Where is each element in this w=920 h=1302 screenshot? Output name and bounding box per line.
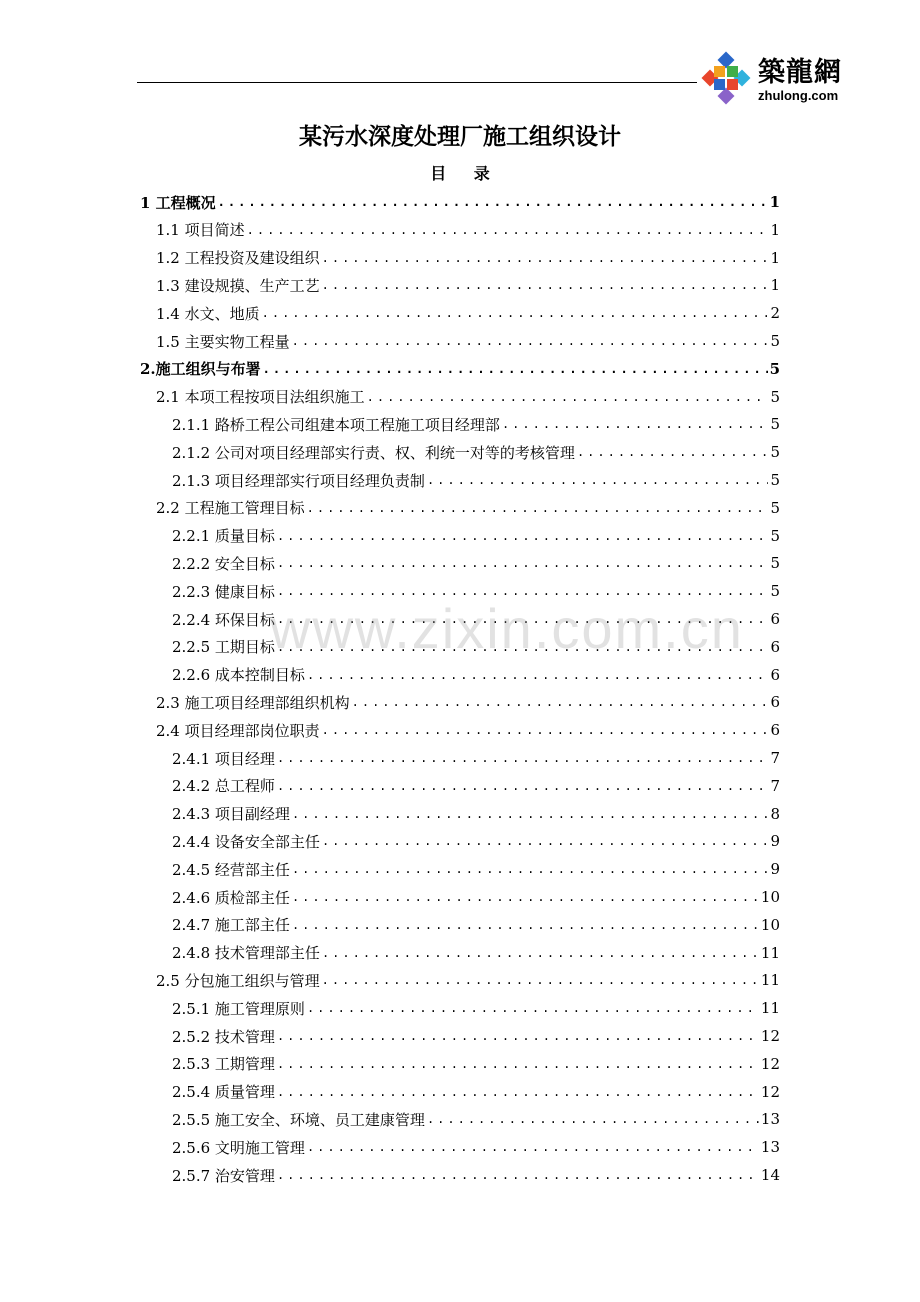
toc-dot-leader xyxy=(218,195,768,209)
toc-entry[interactable] xyxy=(172,1161,780,1189)
toc-entry-page: 7 xyxy=(770,749,780,767)
toc-entry-label: 2.5.2 技术管理 xyxy=(172,1027,275,1046)
toc-dot-leader xyxy=(367,390,769,404)
zhulong-logo xyxy=(698,44,858,110)
toc-entry[interactable] xyxy=(172,549,780,577)
toc-dot-leader xyxy=(277,779,769,793)
toc-entry[interactable] xyxy=(172,994,780,1022)
toc-entry-label: 2.1.1 路桥工程公司组建本项工程施工项目经理部 xyxy=(172,415,500,434)
toc-entry-page: 5 xyxy=(770,554,780,573)
toc-dot-leader xyxy=(292,807,769,821)
watermark: www.zixin.com.cn xyxy=(270,597,744,660)
toc-entry-page: 5 xyxy=(770,443,780,462)
toc-entry-page: 1 xyxy=(769,193,780,211)
toc-entry-page: 11 xyxy=(760,999,780,1018)
toc-entry-page: 11 xyxy=(760,943,780,962)
toc-entry-page: 5 xyxy=(770,582,780,601)
toc-dot-leader xyxy=(292,862,769,876)
toc-entry-label: 2.5.7 治安管理 xyxy=(172,1166,275,1185)
toc-entry-page: 12 xyxy=(760,1054,780,1073)
toc-entry-label: 2.2.4 环保目标 xyxy=(172,610,275,629)
toc-dot-leader xyxy=(427,1112,759,1126)
toc-entry-page: 5 xyxy=(770,387,780,406)
toc-entry-label: 1.3 建设规摸、生产工艺 xyxy=(156,276,320,295)
toc-entry-page: 10 xyxy=(760,888,780,906)
toc-entry-label: 2.5.6 文明施工管理 xyxy=(172,1138,305,1157)
toc-dot-leader xyxy=(277,751,769,765)
toc-entry[interactable] xyxy=(156,494,780,522)
toc-dot-leader xyxy=(277,1085,759,1099)
toc-dot-leader xyxy=(277,640,769,654)
toc-entry-label: 2.2.6 成本控制目标 xyxy=(172,666,305,685)
toc-entry-label: 2.4.6 质检部主任 xyxy=(172,888,290,907)
toc-entry[interactable] xyxy=(172,605,780,633)
toc-dot-leader xyxy=(277,529,769,543)
toc-dot-leader xyxy=(427,473,769,487)
toc-entry-page: 5 xyxy=(770,332,780,350)
toc-entry[interactable] xyxy=(172,883,780,911)
toc-entry[interactable] xyxy=(156,271,780,299)
toc-entry[interactable] xyxy=(172,800,780,828)
toc-entry-page: 5 xyxy=(769,359,780,378)
toc-entry[interactable] xyxy=(156,716,780,744)
toc-entry-page: 5 xyxy=(770,526,780,545)
toc-entry-page: 1 xyxy=(770,248,780,267)
toc-entry[interactable] xyxy=(172,1133,780,1161)
logo-domain: zhulong.com xyxy=(758,88,839,103)
toc-entry[interactable] xyxy=(140,188,780,216)
toc-dot-leader xyxy=(277,556,769,570)
toc-entry-label: 2.5.5 施工安全、环境、员工建康管理 xyxy=(172,1110,425,1129)
toc-entry[interactable] xyxy=(156,688,780,716)
toc-entry-page: 14 xyxy=(760,1166,780,1184)
toc-entry-page: 6 xyxy=(770,610,780,628)
toc-entry-page: 11 xyxy=(760,971,780,990)
toc-entry-page: 6 xyxy=(770,693,780,712)
toc-entry-label: 2.4.4 设备安全部主任 xyxy=(172,832,320,851)
toc-entry-label: 1.1 项目简述 xyxy=(156,221,245,240)
toc-entry-page: 2 xyxy=(770,304,780,323)
toc-entry-label: 2.1 本项工程按项目法组织施工 xyxy=(156,388,365,407)
toc-entry[interactable] xyxy=(172,577,780,605)
toc-entry-label: 2.1.2 公司对项目经理部实行责、权、利统一对等的考核管理 xyxy=(172,443,575,462)
toc-entry-label: 2.4 项目经理部岗位职责 xyxy=(156,721,320,740)
toc-dot-leader xyxy=(307,501,769,515)
toc-dot-leader xyxy=(292,918,759,932)
toc-entry-page: 6 xyxy=(770,721,780,740)
document-title: 某污水深度处理厂施工组织设计 xyxy=(299,124,621,150)
toc-entry[interactable] xyxy=(172,744,780,772)
toc-dot-leader xyxy=(277,1168,759,1182)
toc-entry-label: 2.施工组织与布署 xyxy=(140,360,261,379)
toc-entry-page: 13 xyxy=(760,1110,780,1129)
toc-entry-label: 2.5.3 工期管理 xyxy=(172,1055,275,1074)
toc-entry[interactable] xyxy=(140,355,780,383)
toc-entry-label: 1 工程概况 xyxy=(140,193,216,212)
toc-entry-page: 8 xyxy=(770,804,780,823)
toc-entry[interactable] xyxy=(172,410,780,438)
toc-entry-label: 2.4.2 总工程师 xyxy=(172,777,275,796)
toc-entry-label: 2.4.8 技术管理部主任 xyxy=(172,944,320,963)
toc-dot-leader xyxy=(247,223,769,237)
toc-entry[interactable] xyxy=(172,661,780,689)
toc-dot-leader xyxy=(322,946,759,960)
toc-entry[interactable] xyxy=(172,1105,780,1133)
toc-heading: 目 录 xyxy=(430,164,490,183)
toc-entry-label: 2.5.1 施工管理原则 xyxy=(172,999,305,1018)
toc-entry-page: 9 xyxy=(770,860,780,879)
toc-entry-label: 1.2 工程投资及建设组织 xyxy=(156,249,320,268)
zhulong-logo-icon xyxy=(698,44,756,110)
toc-dot-leader xyxy=(307,1140,759,1154)
toc-dot-leader xyxy=(322,251,769,265)
toc-entry-page: 13 xyxy=(760,1138,780,1157)
toc-entry-page: 5 xyxy=(770,471,780,489)
toc-entry-label: 1.4 水文、地质 xyxy=(156,304,260,323)
toc-entry[interactable] xyxy=(172,827,780,855)
toc-dot-leader xyxy=(322,723,769,737)
toc-dot-leader xyxy=(502,417,769,431)
toc-entry[interactable] xyxy=(156,299,780,327)
toc-dot-leader xyxy=(292,334,769,348)
toc-entry[interactable] xyxy=(172,855,780,883)
toc-entry-page: 5 xyxy=(770,498,780,517)
toc-entry-label: 2.2.5 工期目标 xyxy=(172,638,275,657)
toc-entry-label: 2.4.7 施工部主任 xyxy=(172,916,290,935)
toc-entry-label: 2.2.1 质量目标 xyxy=(172,527,275,546)
toc-entry-page: 6 xyxy=(770,637,780,656)
toc-dot-leader xyxy=(577,445,769,459)
toc-dot-leader xyxy=(263,362,768,376)
toc-entry[interactable] xyxy=(156,966,780,994)
toc-entry-label: 1.5 主要实物工程量 xyxy=(156,332,290,351)
toc-entry[interactable] xyxy=(172,633,780,661)
toc-entry-label: 2.3 施工项目经理部组织机构 xyxy=(156,693,350,712)
toc-entry-page: 7 xyxy=(770,776,780,795)
toc-entry-page: 1 xyxy=(770,220,780,239)
logo-name: 築龍網 xyxy=(758,57,842,88)
toc-entry-label: 2.4.3 项目副经理 xyxy=(172,805,290,824)
toc-dot-leader xyxy=(352,695,769,709)
toc-dot-leader xyxy=(307,668,769,682)
toc-entry[interactable] xyxy=(172,1050,780,1078)
toc-entry[interactable] xyxy=(172,1078,780,1106)
toc-entry[interactable] xyxy=(156,327,780,355)
toc-entry[interactable] xyxy=(172,1022,780,1050)
toc-entry[interactable] xyxy=(156,244,780,272)
toc-entry[interactable] xyxy=(172,911,780,939)
toc-entry-label: 2.5.4 质量管理 xyxy=(172,1083,275,1102)
toc-entry[interactable] xyxy=(172,772,780,800)
toc-dot-leader xyxy=(277,1029,759,1043)
toc-entry-label: 2.4.1 项目经理 xyxy=(172,749,275,768)
toc-dot-leader xyxy=(277,584,769,598)
toc-dot-leader xyxy=(277,612,769,626)
toc-entry-label: 2.2.2 安全目标 xyxy=(172,554,275,573)
toc-dot-leader xyxy=(307,1001,759,1015)
toc-entry-label: 2.4.5 经营部主任 xyxy=(172,860,290,879)
toc-entry-label: 2.2.3 健康目标 xyxy=(172,582,275,601)
toc-entry[interactable] xyxy=(172,939,780,967)
toc-entry-page: 5 xyxy=(770,415,780,434)
toc-entry[interactable] xyxy=(172,466,780,494)
toc-entry-page: 10 xyxy=(760,915,780,934)
toc-entry-page: 12 xyxy=(760,1082,780,1101)
toc-entry-page: 6 xyxy=(770,665,780,684)
toc-dot-leader xyxy=(292,890,759,904)
toc-entry-label: 2.1.3 项目经理部实行项目经理负责制 xyxy=(172,471,425,490)
toc-entry-label: 2.2 工程施工管理目标 xyxy=(156,499,305,518)
toc-dot-leader xyxy=(322,278,769,292)
toc-entry[interactable] xyxy=(172,522,780,550)
toc-entry-page: 12 xyxy=(760,1027,780,1045)
toc-dot-leader xyxy=(262,306,769,320)
toc-entry[interactable] xyxy=(156,383,780,411)
toc-dot-leader xyxy=(322,973,759,987)
toc-dot-leader xyxy=(277,1057,759,1071)
toc-dot-leader xyxy=(322,834,769,848)
toc-entry-page: 9 xyxy=(770,832,780,851)
toc-entry-page: 1 xyxy=(770,276,780,295)
toc-entry-label: 2.5 分包施工组织与管理 xyxy=(156,971,320,990)
header-rule xyxy=(137,82,697,83)
toc-entry[interactable] xyxy=(172,438,780,466)
toc-entry[interactable] xyxy=(156,216,780,244)
